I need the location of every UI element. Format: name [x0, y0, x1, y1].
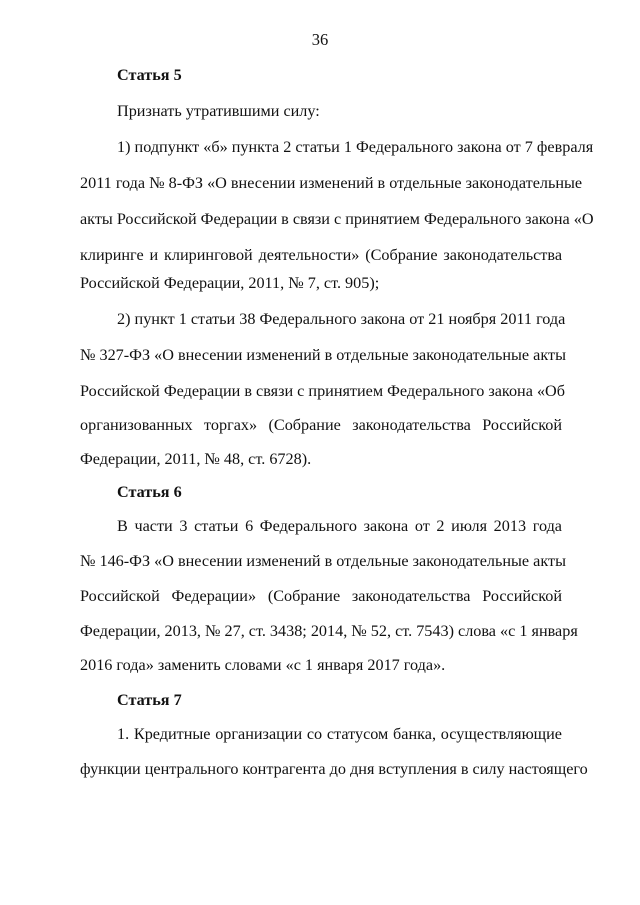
article-5-item1-line: 1) подпункт «б» пункта 2 статьи 1 Федерального закона от 7 февраля: [117, 138, 594, 156]
page-number: 36: [311, 30, 329, 49]
article-6-line: Российской Федерации» (Собрание законодательства Российской: [80, 587, 562, 605]
article-5-heading: Статья 5: [117, 66, 182, 84]
article-7-line: 1. Кредитные организации со статусом банка, осуществляющие: [117, 725, 562, 743]
article-6-heading: Статья 6: [117, 483, 182, 501]
article-5-item1-line: Российской Федерации, 2011, № 7, ст. 905);: [80, 274, 380, 292]
article-5-item1-line: 2011 года № 8-ФЗ «О внесении изменений в отдельные законодательные: [80, 174, 583, 192]
article-5-item1-line: клиринге и клиринговой деятельности» (Собрание законодательства: [80, 246, 562, 264]
article-5-item2-line: организованных торгах» (Собрание законодательства Российской: [80, 416, 562, 434]
article-5-item2-line: 2) пункт 1 статьи 38 Федерального закона от 21 ноября 2011 года: [117, 310, 566, 328]
article-6-line: 2016 года» заменить словами «с 1 января 2017 года».: [80, 656, 446, 674]
article-5-item2-line: Федерации, 2011, № 48, ст. 6728).: [80, 450, 312, 468]
article-6-line: В части 3 статьи 6 Федерального закона от 2 июля 2013 года: [117, 517, 562, 535]
article-7-line: функции центрального контрагента до дня вступления в силу настоящего: [80, 760, 588, 778]
article-7-heading: Статья 7: [117, 691, 182, 709]
article-6-line: Федерации, 2013, № 27, ст. 3438; 2014, № 52, ст. 7543) слова «с 1 января: [80, 622, 578, 640]
article-5-item1-line: акты Российской Федерации в связи с принятием Федерального закона «О: [80, 210, 594, 228]
article-5-item2-line: Российской Федерации в связи с принятием Федерального закона «Об: [80, 382, 565, 400]
article-5-item2-line: № 327-ФЗ «О внесении изменений в отдельные законодательные акты: [80, 346, 566, 364]
article-5-intro: Признать утратившими силу:: [117, 102, 320, 120]
article-6-line: № 146-ФЗ «О внесении изменений в отдельные законодательные акты: [80, 552, 566, 570]
